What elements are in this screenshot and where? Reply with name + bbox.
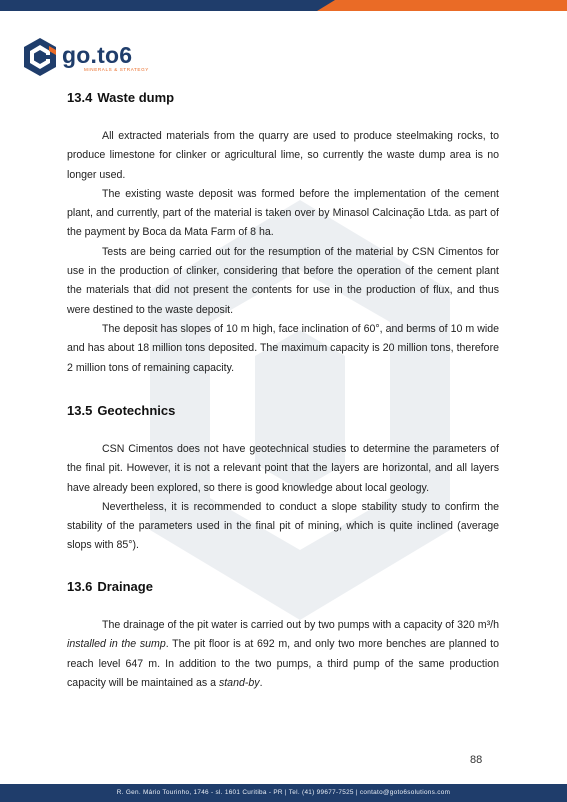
section-geotechnics — [67, 403, 499, 556]
section-heading: 13.5 Geotechnics — [67, 403, 176, 418]
section-heading: 13.4 Waste dump — [67, 90, 175, 105]
paragraph: The existing waste deposit was formed before the implementation of the cement plant, and currently, part of the material is taken over by Minasol Calcinação Ltda. as part of the payment by Boca da Mata Farm of 8 ha. — [67, 187, 499, 239]
logo-hexagon-icon — [22, 37, 58, 77]
section-drainage — [67, 579, 499, 693]
logo-tagline: MINERALS & STRATEGY — [84, 66, 149, 72]
section-waste-dump — [67, 90, 499, 378]
footer-contact-text: R. Gen. Mário Tourinho, 1746 - sl. 1601 Curitiba - PR | Tel. (41) 99677-7525 | contato@goto6solutions.com — [116, 789, 451, 796]
paragraph: Tests are being carried out for the resumption of the material by CSN Cimentos for use in the production of clinker, considering that before the operation of the cement plant the materials that did not present the contents for use in the production of flux, and thus were destined to the waste deposit. — [67, 245, 499, 316]
top-bar-orange — [317, 0, 567, 11]
paragraph: Nevertheless, it is recommended to conduct a slope stability study to confirm the stability of the parameters used in the final pit of mining, which is quite inclined (average slops with 85°). — [67, 500, 499, 552]
logo-wordmark: go.to6 — [62, 41, 133, 68]
footer-bar — [0, 784, 567, 802]
paragraph: CSN Cimentos does not have geotechnical studies to determine the parameters of the final pit. However, it is not a relevant point that the layers are horizontal, and all layers have already been explored, so there is good knowledge about local geology. — [67, 443, 499, 494]
paragraph: All extracted materials from the quarry are used to produce steelmaking rocks, to produce limestone for clinker or agricultural lime, so currently the waste dump area is no longer used. — [67, 130, 499, 181]
section-heading: 13.6 Drainage — [67, 579, 153, 594]
top-color-bar — [0, 0, 567, 11]
company-logo — [22, 36, 172, 78]
paragraph: The drainage of the pit water is carried out by two pumps with a capacity of 320 m³/h installed in the sump. The pit floor is at 692 m, and only two more benches are planned to reach level 647 m. In addition to the two pumps, a third pump of the same production capacity will be maintained as a stand-by. — [67, 619, 500, 689]
paragraph: The deposit has slopes of 10 m high, face inclination of 60°, and berms of 10 m wide and has about 18 million tons deposited. The maximum capacity is 20 million tons, therefore 2 million tons of remaining capacity. — [67, 322, 499, 374]
page-number: 88 — [470, 754, 483, 766]
